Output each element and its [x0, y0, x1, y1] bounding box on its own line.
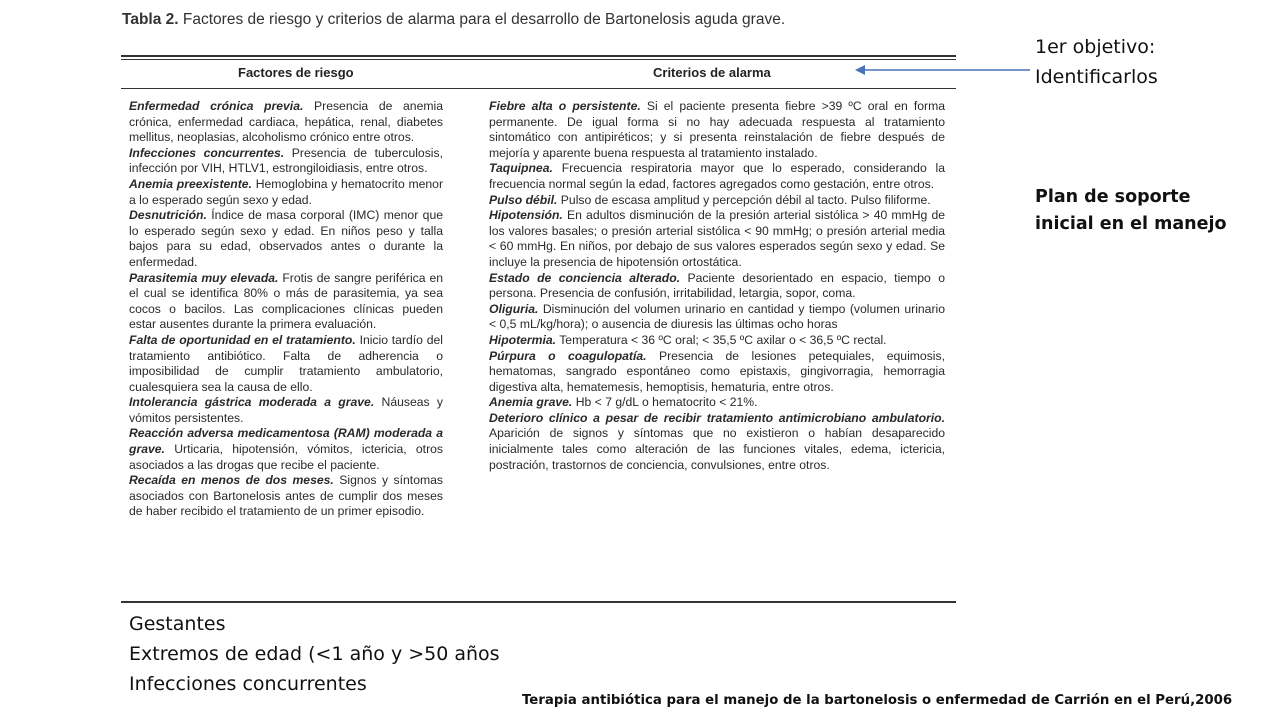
- alarm-criterion-entry: [489, 161, 945, 192]
- alarm-criterion-entry-term: Pulso débil.: [489, 192, 558, 207]
- risk-factor-entry-text: Índice de masa corporal (IMC) menor que lo esperado según sexo y edad. En niños peso y talla bajos para su edad, observados antes o durante la enfermedad.: [129, 208, 443, 269]
- risk-factor-entry-text: Frotis de sangre periférica en el cual se identifica 80% o más de parasitemia, ya sea cocos o bacilos. Las complicaciones clínicas pueden estar ausentes durante la primera evaluación.: [129, 270, 443, 332]
- risk-factor-entry: [129, 333, 443, 395]
- risk-factor-entry-text: Hemoglobina y hematocrito menor a lo esperado según sexo y edad.: [129, 176, 443, 207]
- risk-factor-entry: [129, 473, 443, 520]
- risk-factor-entry: [129, 271, 443, 333]
- risk-factor-entry: [129, 395, 443, 426]
- alarm-criterion-entry-text: Hb < 7 g/dL o hematocrito < 21%.: [575, 395, 758, 410]
- alarm-criterion-entry-term: Púrpura o coagulopatía.: [489, 348, 647, 363]
- risk-factor-entry-term: Falta de oportunidad en el tratamiento.: [129, 332, 356, 347]
- alarm-criterion-entry: [489, 193, 945, 209]
- alarm-criterion-entry: [489, 411, 945, 473]
- risk-factor-entry: [129, 426, 443, 473]
- risk-factor-entry-term: Anemia preexistente.: [129, 176, 252, 191]
- alarm-criterion-entry-text: Si el paciente presenta fiebre >39 ºC oral en forma permanente. De igual forma si no hay adecuada respuesta al tratamiento sintomático con antipiréticos; y si presenta reinstalación de fiebre después de mejoría y aparente buena respuesta al tratamiento instalado.: [489, 99, 946, 160]
- table-title: [122, 11, 785, 29]
- risk-factors-column: [129, 99, 443, 520]
- risk-factor-entry-text: Presencia de tuberculosis, infección por VIH, HTLV1, estrongiloidiasis, entre otros.: [129, 145, 443, 176]
- header-bottom-rule: [121, 88, 956, 89]
- risk-factor-entry: [129, 177, 443, 208]
- risk-factor-entry-term: Recaída en menos de dos meses.: [129, 473, 334, 488]
- risk-factor-entry-text: Inicio tardío del tratamiento antibiótico. Falta de adherencia o imposibilidad de cumplir tratamiento ambulatorio, cualesquiera sea la causa de ello.: [129, 332, 443, 394]
- footer-reference: Terapia antibiótica para el manejo de la bartonelosis o enfermedad de Carrión en el Perú,2006: [522, 693, 1233, 708]
- alarm-criterion-entry-term: Anemia grave.: [489, 395, 573, 410]
- alarm-criterion-entry: [489, 395, 945, 411]
- bottom-list-item: Extremos de edad (<1 año y >50 años: [129, 643, 500, 665]
- alarm-criterion-entry-term: Oliguria.: [489, 301, 539, 316]
- alarm-criterion-entry-term: Fiebre alta o persistente.: [489, 99, 641, 113]
- alarm-criterion-entry-term: Hipotermia.: [489, 332, 557, 347]
- risk-factor-entry-text: Signos y síntomas asociados con Bartonelosis antes de cumplir dos meses de haber recibido el tratamiento de un primer episodio.: [129, 473, 443, 519]
- bottom-list-item: Gestantes: [129, 613, 226, 635]
- header-risk-factors: Factores de riesgo: [238, 65, 354, 80]
- risk-factor-entry: [129, 208, 443, 270]
- risk-factor-entry-term: Parasitemia muy elevada.: [129, 270, 279, 285]
- risk-factor-entry: [129, 99, 443, 146]
- bottom-list-item: Infecciones concurrentes: [129, 673, 367, 695]
- alarm-criterion-entry-text: Presencia de lesiones petequiales, equimosis, hematomas, sangrado espontáneo como epistaxis, gingivorragia, hemorragia digestiva alta, hematemesis, hemoptisis, hematuria, entre otros.: [489, 348, 945, 394]
- bottom-list: [129, 609, 500, 699]
- risk-factor-entry-text: Presencia de anemia crónica, enfermedad cardiaca, hepática, renal, diabetes mellitus, neoplasias, alcoholismo crónico entre otros.: [129, 99, 443, 145]
- arrow-pointer-icon: [855, 60, 1035, 80]
- risk-factor-entry-term: Intolerancia gástrica moderada a grave.: [129, 395, 375, 410]
- risk-factor-entry-term: Reacción adversa medicamentosa (RAM) moderada a grave.: [129, 426, 443, 457]
- alarm-criterion-entry: [489, 333, 945, 349]
- alarm-criterion-entry: [489, 99, 945, 161]
- table-top-rule-inner: [121, 59, 956, 60]
- alarm-criterion-entry-term: Hipotensión.: [489, 208, 563, 223]
- alarm-criterion-entry-text: Frecuencia respiratoria mayor que lo esperado, considerando la frecuencia normal según la edad, factores agregados como gestación, entre otros.: [489, 161, 945, 191]
- plan-note: [1035, 184, 1227, 238]
- alarm-criterion-entry: [489, 271, 945, 302]
- alarm-criterion-entry-term: Taquipnea.: [489, 161, 553, 176]
- alarm-criterion-entry: [489, 302, 945, 333]
- alarm-criterion-entry-text: En adultos disminución de la presión arterial sistólica > 40 mmHg de los valores basales; o presión arterial sistólica < 90 mmHg; o presión arterial media < 60 mmHg. En niños, por debajo de sus valores esperados según sexo y edad. Se incluye la presencia de hipotensión ortostática.: [489, 208, 945, 269]
- alarm-criterion-entry-text: Pulso de escasa amplitud y percepción débil al tacto. Pulso filiforme.: [560, 192, 931, 207]
- risk-factor-entry: [129, 146, 443, 177]
- risk-factor-entry-term: Enfermedad crónica previa.: [129, 99, 304, 113]
- plan-line-2: inicial en el manejo: [1035, 214, 1227, 234]
- risk-factor-entry-text: Urticaria, hipotensión, vómitos, ictericia, otros asociados a las drogas que recibe el paciente.: [129, 442, 444, 472]
- alarm-criterion-entry-text: Disminución del volumen urinario en cantidad y tiempo (volumen urinario < 0,5 mL/kg/hora); o ausencia de diuresis las últimas ocho horas: [489, 301, 946, 332]
- risk-factor-entry-text: Náuseas y vómitos persistentes.: [129, 395, 443, 425]
- table-top-rule: [121, 55, 956, 57]
- alarm-criterion-entry-text: Aparición de signos y síntomas que no existieron o habían desaparecido inicialmente tales como alteración de las funciones vitales, edema, ictericia, postración, trastornos de conciencia, convulsiones, entre otros.: [489, 426, 945, 472]
- alarm-criterion-entry-text: Paciente desorientado en espacio, tiempo o persona. Presencia de confusión, irritabilidad, letargia, sopor, coma.: [489, 270, 946, 301]
- alarm-criterion-entry-term: Estado de conciencia alterado.: [489, 270, 681, 285]
- alarm-criterion-entry: [489, 208, 945, 270]
- alarm-criterion-entry-term: Deterioro clínico a pesar de recibir tratamiento antimicrobiano ambulatorio.: [489, 410, 945, 425]
- risk-factor-entry-term: Infecciones concurrentes.: [129, 145, 285, 160]
- objective-line-1: 1er objetivo:: [1035, 36, 1156, 58]
- objective-line-2: Identificarlos: [1035, 66, 1158, 88]
- alarm-criterion-entry-text: Temperatura < 36 ºC oral; < 35,5 ºC axilar o < 36,5 ºC rectal.: [559, 332, 887, 347]
- alarm-criteria-column: [489, 99, 945, 473]
- risk-factor-entry-term: Desnutrición.: [129, 208, 207, 223]
- table-number: Tabla 2.: [122, 11, 179, 28]
- plan-line-1: Plan de soporte: [1035, 187, 1191, 207]
- table-bottom-rule: [121, 601, 956, 603]
- table-caption: Factores de riesgo y criterios de alarma para el desarrollo de Bartonelosis aguda grave.: [182, 11, 786, 28]
- alarm-criterion-entry: [489, 349, 945, 396]
- header-alarm-criteria: Criterios de alarma: [653, 65, 771, 80]
- objective-note: [1035, 32, 1158, 92]
